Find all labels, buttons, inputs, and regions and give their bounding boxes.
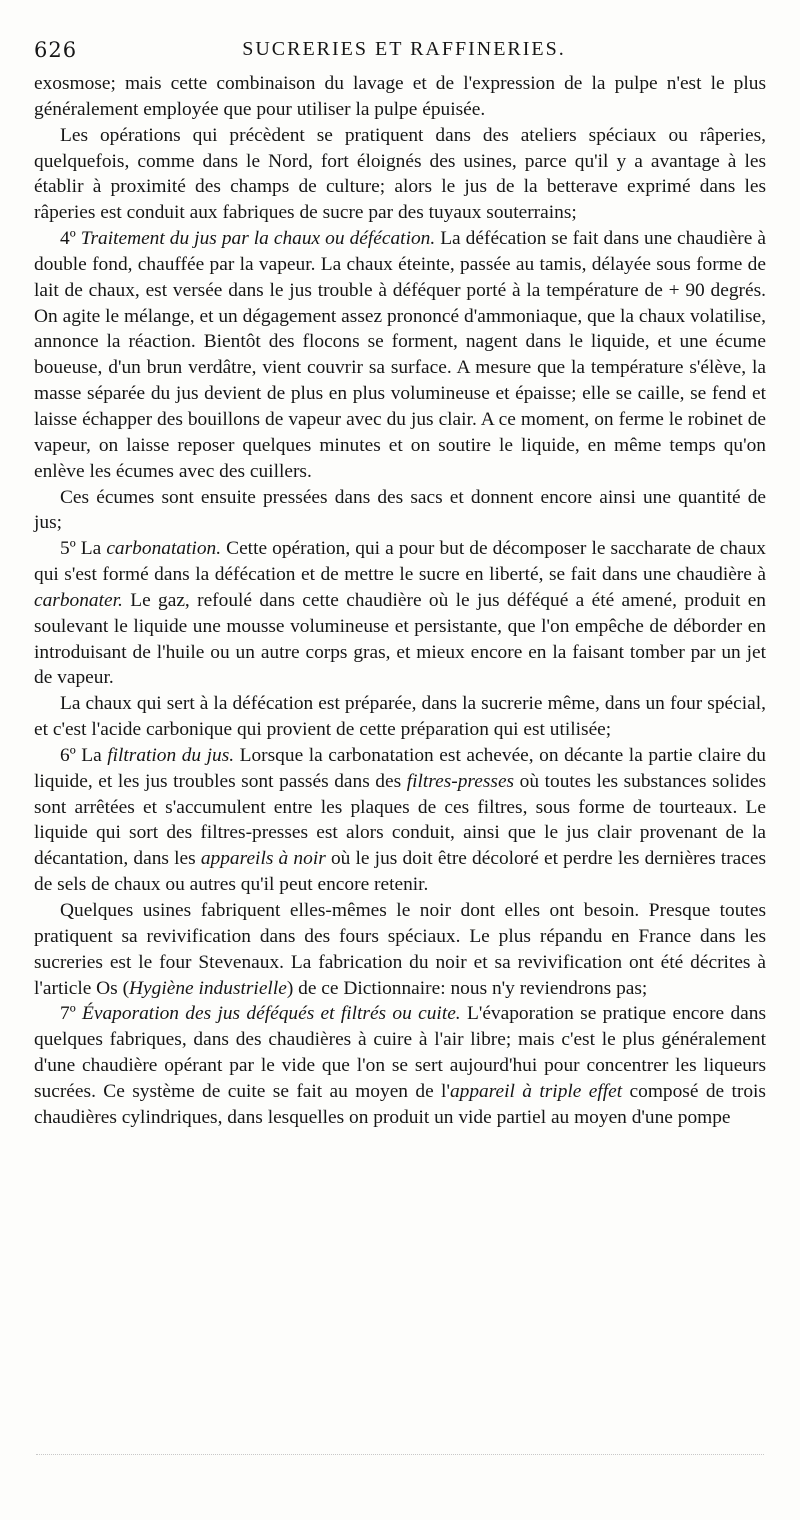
text-run: Les opérations qui précèdent se pratiquent dans des ateliers spéciaux ou râperies, quelquefois, comme dans le Nord, fort éloignés des usines, parce qu'il y a avantage à les établir à proximité des champs de culture; alors le jus de la betterave exprimé dans les râperies est conduit aux fabriques de sucre par des tuyaux souterrains;	[34, 124, 766, 224]
paragraph	[34, 485, 766, 537]
text-run: où toutes les substances solides sont arrêtées et s'accumulent entre les plaques de ces filtres, sous forme de tourteaux. Le liquide qui sort des filtres-presses est alors conduit, ainsi que le jus clair provenant de la décantation, dans les	[34, 770, 766, 870]
text-run: Le gaz, refoulé dans cette chaudière où le jus déféqué a été amené, produit en soulevant le liquide une mousse volumineuse et persistante, que l'on empêche de déborder en introduisant de l'huile ou un autre corps gras, et mieux encore en la faisant tomber par un jet de vapeur.	[34, 589, 766, 689]
paragraph	[34, 1001, 766, 1130]
page-header	[34, 38, 774, 68]
text-run: La chaux qui sert à la défécation est préparée, dans la sucrerie même, dans un four spécial, et c'est l'acide carbonique qui provient de cette préparation qui est utilisée;	[34, 693, 766, 741]
text-run: composé de trois chaudières cylindriques, dans lesquelles on produit un vide partiel au moyen d'une pompe	[34, 1080, 766, 1128]
text-run: La défécation se fait dans une chaudière à double fond, chauffée par la vapeur. La chaux éteinte, passée au tamis, délayée sous forme de lait de chaux, est versée dans le jus trouble à déféquer porté à la température de + 90 degrés. On agite le mélange, et un dégagement assez prononcé d'ammoniaque, que la chaux volatilise, annonce la réaction. Bientôt des flocons se forment, nagent dans le liquide, et une écume boueuse, d'un brun verdâtre, vient couvrir sa surface. A mesure que la température s'élève, la masse séparée du jus devient de plus en plus volumineuse et épaisse; elle se caille, se fend et laisse échapper des bouillons de vapeur avec du jus clair. A ce moment, on ferme le robinet de vapeur, on laisse reposer quelques minutes et on soutire le liquide, en même temps qu'on enlève les écumes avec des cuillers.	[34, 228, 766, 482]
italic-text: appareils à noir	[200, 848, 326, 870]
text-run: 4º	[60, 228, 81, 250]
italic-text: appareil à triple effet	[449, 1080, 623, 1102]
text-run: Cette opération, qui a pour but de décomposer le saccharate de chaux qui s'est formé dans la défécation et de mettre le sucre en liberté, se fait dans une chaudière à	[34, 538, 767, 586]
italic-text: filtres-presses	[406, 770, 515, 792]
paragraph	[34, 536, 766, 691]
italic-text: Traitement du jus par la chaux ou défécation.	[80, 228, 436, 250]
text-run: Ces écumes sont ensuite pressées dans des sacs et donnent encore ainsi une quantité de jus;	[34, 486, 766, 534]
text-run: ) de ce Dictionnaire: nous n'y reviendrons pas;	[286, 977, 648, 999]
text-run: 5º La	[60, 538, 107, 560]
italic-text: filtration du jus.	[107, 744, 235, 766]
text-run: où le jus doit être décoloré et perdre les dernières traces de sels de chaux ou autres qu'il peut encore retenir.	[34, 848, 767, 896]
running-title: SUCRERIES ET RAFFINERIES.	[242, 38, 566, 60]
paragraph	[34, 123, 766, 226]
paragraph	[34, 691, 766, 743]
text-run: Lorsque la carbonatation est achevée, on décante la partie claire du liquide, et les jus troubles sont passés dans des	[34, 744, 766, 792]
paragraph	[34, 743, 766, 898]
page-number: 626	[34, 38, 78, 62]
italic-text: Hygiène industrielle	[129, 977, 287, 999]
body-text	[34, 71, 766, 1131]
text-run: Quelques usines fabriquent elles-mêmes le noir dont elles ont besoin. Presque toutes pratiquent sa revivification dans des fours spéciaux. Le plus répandu en France dans les sucreries est le four Stevenaux. La fabrication du noir et sa revivification ont été décrites à l'article Os (	[34, 900, 766, 999]
italic-text: carbonater.	[34, 589, 123, 611]
footer-rule	[36, 1454, 764, 1455]
text-run: 7º	[60, 1003, 83, 1025]
italic-text: carbonatation.	[106, 538, 222, 560]
paragraph	[34, 71, 766, 123]
italic-text: Évaporation des jus déféqués et filtrés ou cuite.	[82, 1003, 461, 1025]
text-run: L'évaporation se pratique encore dans quelques fabriques, dans des chaudières à cuire à l'air libre; mais c'est le plus généralement d'une chaudière opérant par le vide que l'on se sert aujourd'hui pour concentrer les liqueurs sucrées. Ce système de cuite se fait au moyen de l'	[34, 1003, 767, 1102]
text-run: 6º La	[60, 744, 108, 766]
paragraph	[34, 226, 766, 484]
paragraph	[34, 898, 766, 1001]
text-run: exosmose; mais cette combinaison du lavage et de l'expression de la pulpe n'est le plus généralement employée que pour utiliser la pulpe épuisée.	[34, 73, 766, 120]
